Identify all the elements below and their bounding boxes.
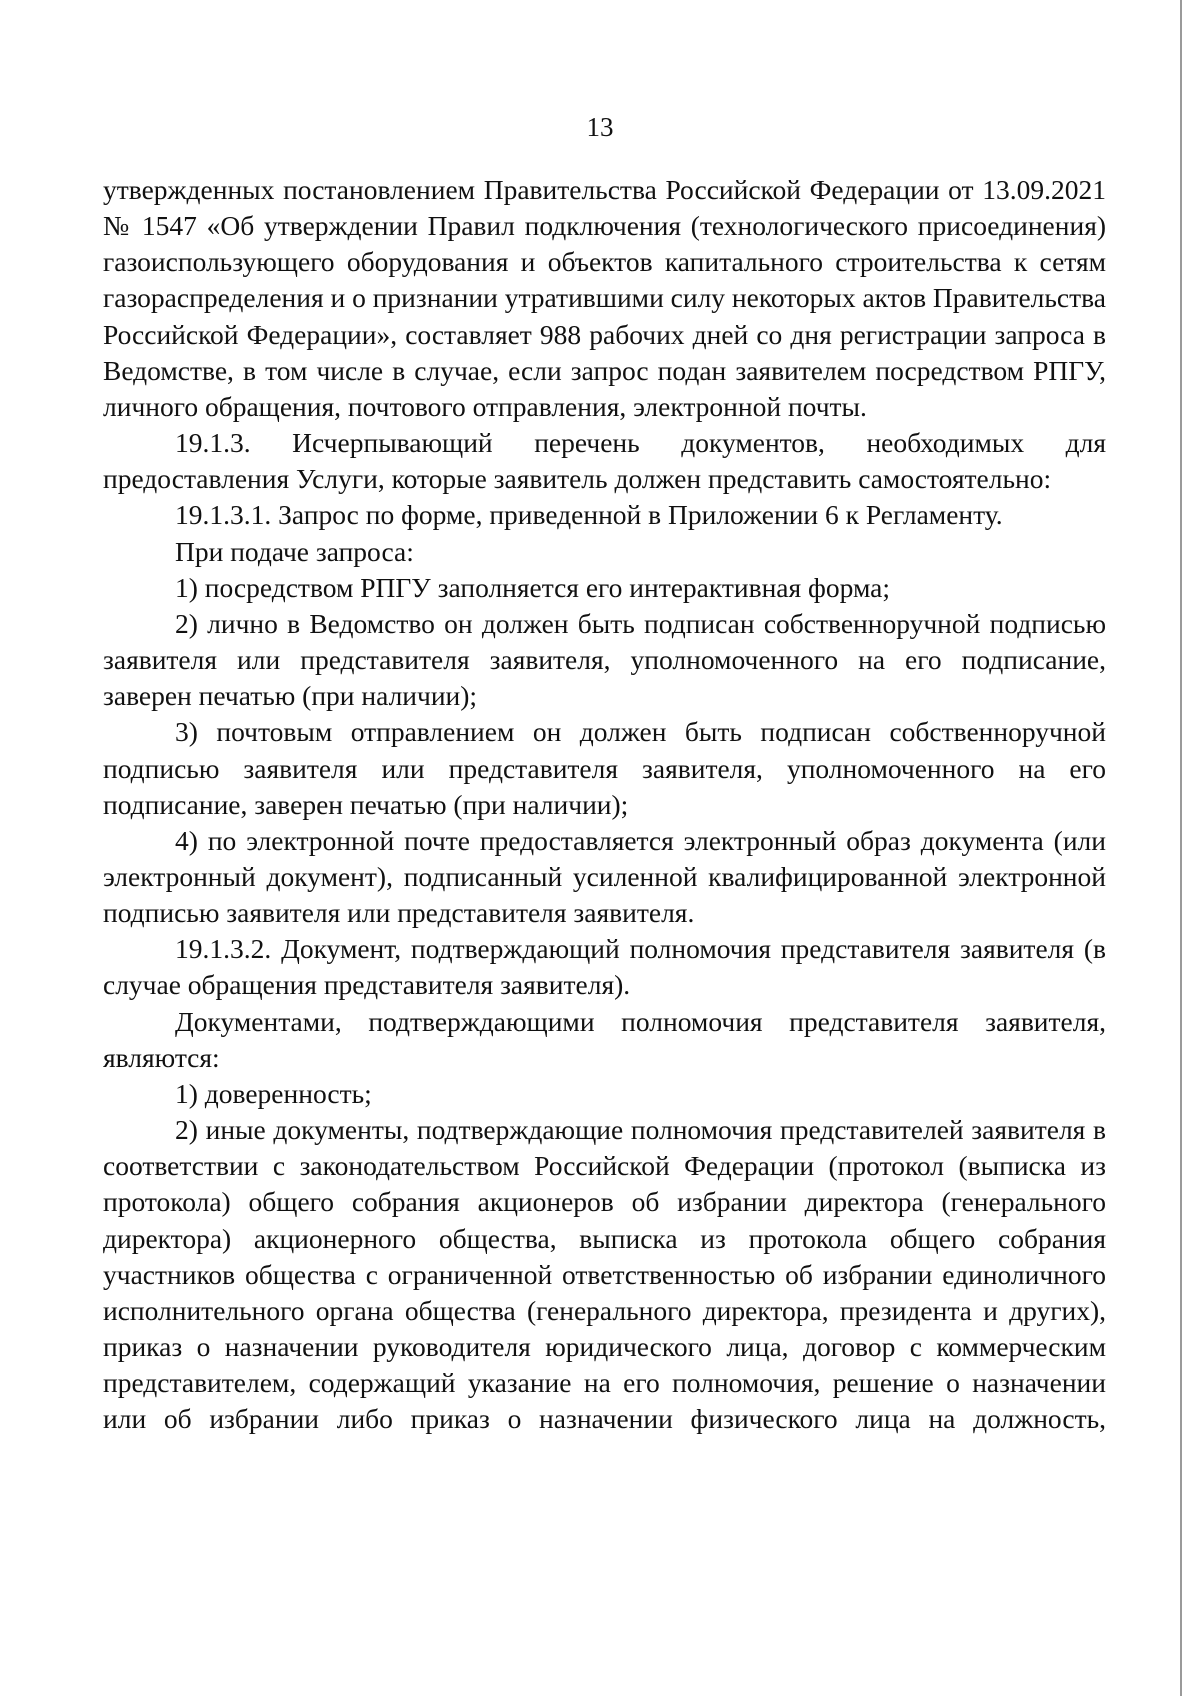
list-item-power-of-attorney: 1) доверенность;: [175, 1077, 372, 1109]
paragraph-19-1-3-1: 19.1.3.1. Запрос по форме, приведенной в Приложении 6 к Регламенту.: [175, 499, 1003, 531]
list-item-1-rpgu: 1) посредством РПГУ заполняется его интерактивная форма;: [175, 571, 890, 603]
paragraph-submission-intro: При подаче запроса:: [175, 535, 414, 567]
paragraph-continuation: утвержденных постановлением Правительства Российской Федерации от 13.09.2021 № 1547 «Об утверждении Правил подключения (технологического присоединения) газоиспользующего оборудования и объектов капитального строительства к сетям газораспределения и о признании утратившими силу некоторых актов Правительства Российской Федерации», составляет 988 рабочих дней со дня регистрации запроса в Ведомстве, в том числе в случае, если запрос подан заявителем посредством РПГУ, личного обращения, почтового отправления, электронной почты.: [103, 174, 1106, 422]
document-body: [103, 172, 1106, 1437]
paragraph-authority-documents: Документами, подтверждающими полномочия представителя заявителя, являются:: [103, 1005, 1106, 1073]
list-item-other-documents: 2) иные документы, подтверждающие полномочия представителей заявителя в соответствии с законодательством Российской Федерации (протокол (выписка из протокола) общего собрания акционеров об избрании директора (генерального директора) акционерного общества, выписка из протокола общего собрания участников общества с ограниченной ответственностью об избрании единоличного исполнительного органа общества (генерального директора, президента и других), приказ о назначении руководителя юридического лица, договор с коммерческим представителем, содержащий указание на его полномочия, решение о назначении или об избрании либо приказ о назначении физического лица на должность,: [103, 1114, 1106, 1435]
list-item-3-postal: 3) почтовым отправлением он должен быть подписан собственноручной подписью заявителя или представителя заявителя, уполномоченного на его подписание, заверен печатью (при наличии);: [103, 716, 1106, 820]
page-number: 13: [586, 112, 614, 142]
list-item-2-in-person: 2) лично в Ведомство он должен быть подписан собственноручной подписью заявителя или представителя заявителя, уполномоченного на его подписание, заверен печатью (при наличии);: [103, 607, 1106, 712]
list-item-4-email: 4) по электронной почте предоставляется электронный образ документа (или электронный документ), подписанный усиленной квалифицированной электронной подписью заявителя или представителя заявителя.: [103, 824, 1106, 929]
paragraph-19-1-3: 19.1.3. Исчерпывающий перечень документов, необходимых для предоставления Услуги, которые заявитель должен представить самостоятельно:: [103, 427, 1106, 495]
scan-edge-line: [1180, 0, 1182, 1696]
paragraph-19-1-3-2: 19.1.3.2. Документ, подтверждающий полномочия представителя заявителя (в случае обращения представителя заявителя).: [103, 933, 1106, 1001]
